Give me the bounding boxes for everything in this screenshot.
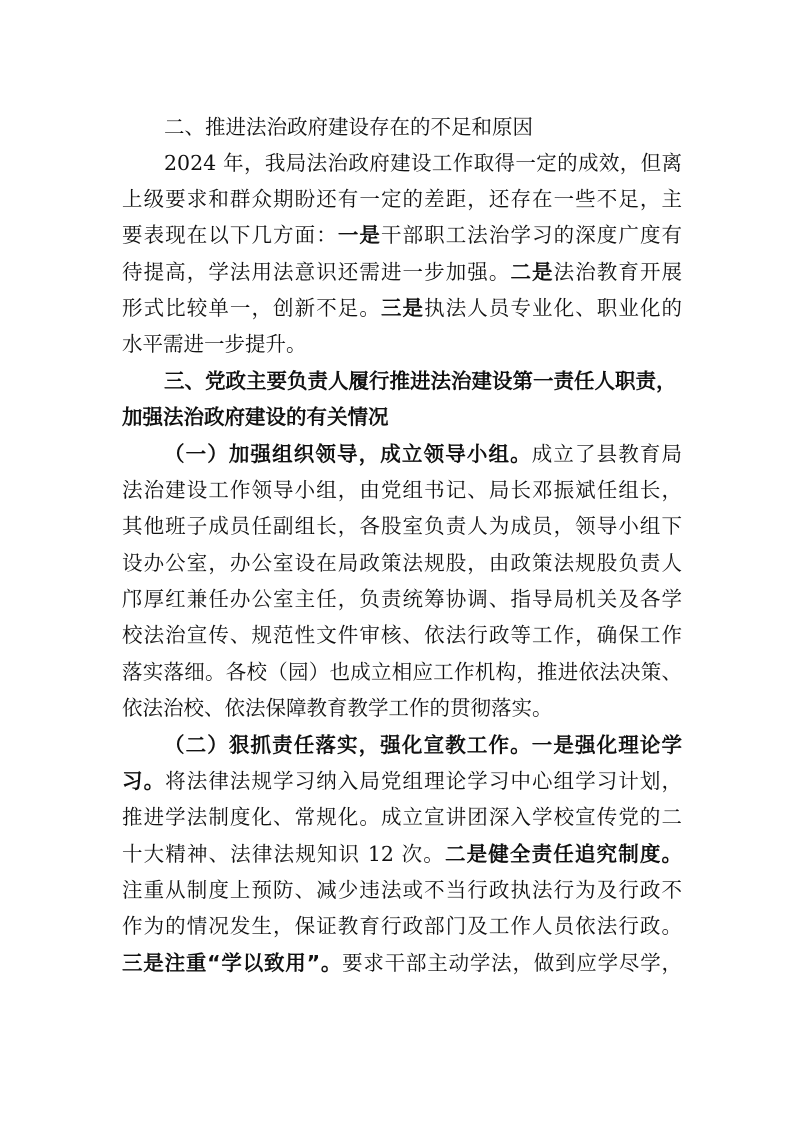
emphasis-text: 三是注重“学以致用”。: [122, 951, 343, 975]
paragraph-line: [122, 291, 682, 325]
text-run: 待提高，学法用法意识还需进一步加强。: [122, 260, 511, 284]
paragraph-line: [164, 437, 682, 471]
paragraph-line: [122, 218, 682, 252]
text-run: 执法人员专业化、职业化的: [424, 296, 683, 320]
paragraph-line: [122, 946, 682, 980]
text-run: 成立了县教育局: [531, 442, 683, 466]
paragraph-line: 推进学法制度化、常规化。成立宣讲团深入学校宣传党的二: [122, 805, 682, 829]
subsection-title-2: （二）狠抓责任落实，强化宣教工作。: [164, 733, 532, 757]
paragraph-line: 2024 年，我局法治政府建设工作取得一定的成效，但离: [164, 151, 682, 175]
paragraph-line: [164, 728, 682, 762]
text-run: 干部职工法治学习的深度广度有: [380, 223, 683, 247]
emphasis-text: 一是强化理论学: [531, 733, 683, 757]
emphasis-text: 习。: [122, 769, 166, 793]
paragraph-line: [122, 255, 682, 289]
text-run: 要求干部主动学法，做到应学尽学，: [342, 951, 682, 975]
emphasis-text: 二是: [510, 260, 554, 284]
paragraph-line: 上级要求和群众期盼还有一定的差距，还存在一些不足，主: [122, 187, 682, 211]
emphasis-text: 一是: [337, 223, 381, 247]
text-run: 要表现在以下几方面：: [122, 223, 338, 247]
text-run: 形式比较单一，创新不足。: [122, 296, 381, 320]
paragraph-line: 其他班子成员任副组长，各股室负责人为成员，领导小组下: [122, 514, 682, 538]
paragraph-line: [122, 764, 682, 798]
paragraph-line: 水平需进一步提升。: [122, 332, 307, 356]
text-run: 将法律法规学习纳入局党组理论学习中心组学习计划，: [165, 769, 683, 793]
paragraph-line: 法治建设工作领导小组，由党组书记、局长邓振斌任组长，: [122, 478, 682, 502]
section-heading-2: 二、推进法治政府建设存在的不足和原因: [164, 115, 533, 139]
paragraph-line: 邝厚红兼任办公室主任，负责统筹协调、指导局机关及各学: [122, 587, 682, 611]
emphasis-text: 三是: [380, 296, 425, 320]
paragraph-line: 注重从制度上预防、减少违法或不当行政执法行为及行政不: [122, 878, 682, 902]
subsection-title-1: （一）加强组织领导，成立领导小组。: [164, 442, 532, 466]
section-heading-3-cont: 加强法治政府建设的有关情况: [122, 405, 389, 429]
text-run: 十大精神、法律法规知识 12 次。: [122, 842, 445, 866]
paragraph-line: [122, 837, 682, 871]
paragraph-line: 落实落细。各校（园）也成立相应工作机构，推进依法决策、: [122, 660, 682, 684]
paragraph-line: 设办公室，办公室设在局政策法规股，由政策法规股负责人: [122, 551, 682, 575]
emphasis-text: 二是健全责任追究制度。: [444, 842, 683, 866]
section-heading-3: 三、党政主要负责人履行推进法治建设第一责任人职责，: [164, 369, 677, 393]
paragraph-line: 作为的情况发生，保证教育行政部门及工作人员依法行政。: [122, 914, 682, 938]
text-run: 法治教育开展: [553, 260, 683, 284]
paragraph-line: 校法治宣传、规范性文件审核、依法行政等工作，确保工作: [122, 623, 682, 647]
paragraph-line: 依法治校、依法保障教育教学工作的贯彻落实。: [122, 696, 553, 720]
